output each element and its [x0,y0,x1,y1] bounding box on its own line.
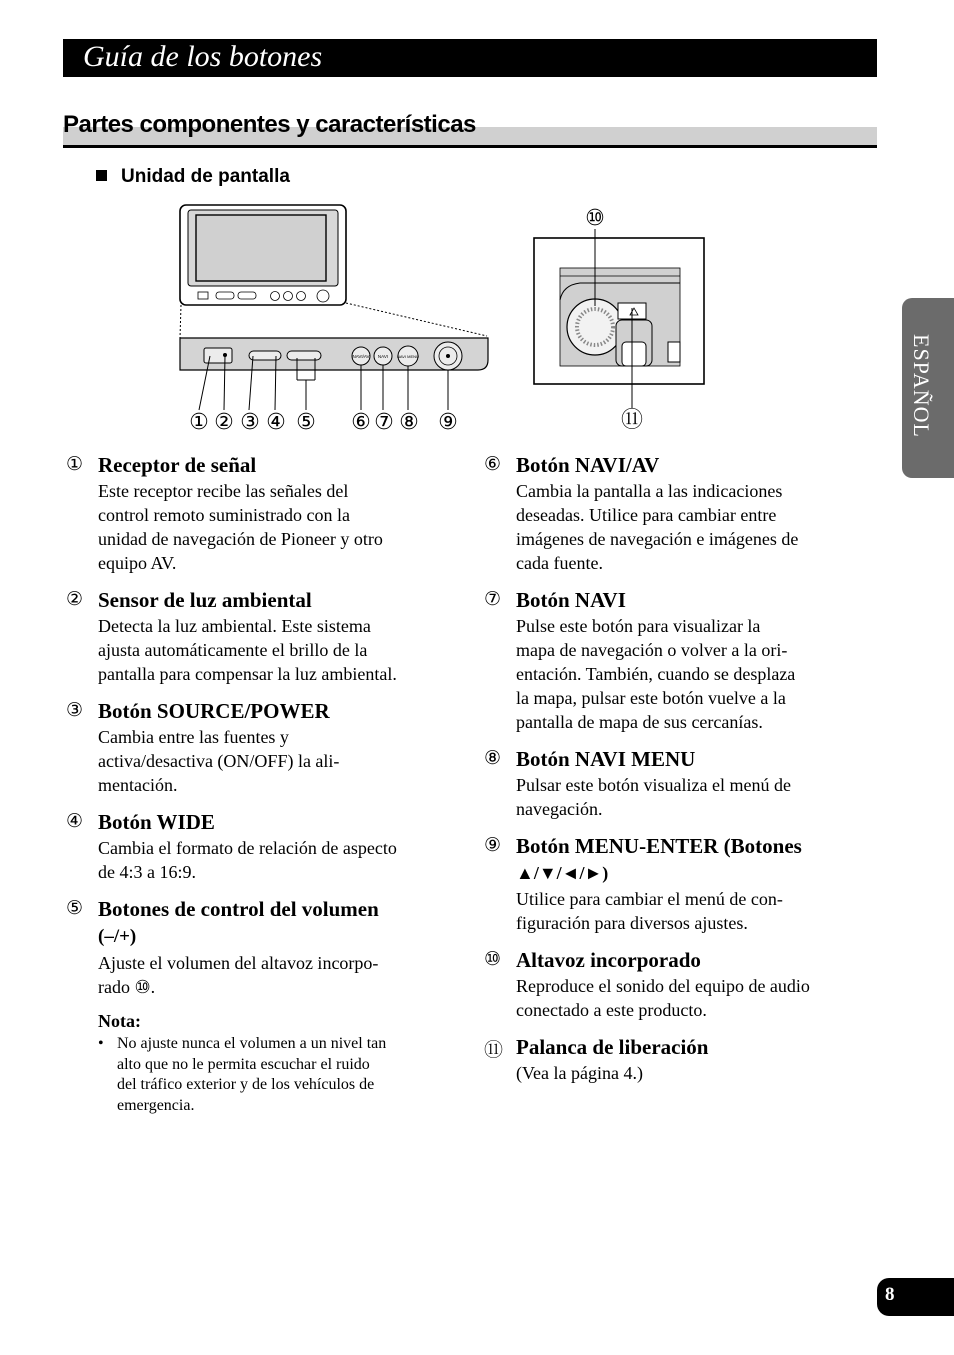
page-number: 8 [885,1284,895,1305]
item-description: Cambia el formato de relación de aspecto de 4:3 a 16:9. [98,838,397,882]
item-description: Este receptor recibe las señales del control remoto suministrado con la unidad de navegación de Pioneer y otro equipo AV. [98,481,383,573]
feature-item [484,452,864,575]
control-panel-detail [180,338,488,370]
navi-menu-button-label: NAVI MENU [397,354,419,359]
language-label: ESPAÑOL [909,334,934,438]
feature-item [484,833,864,935]
callout-9: ⑨ [438,410,458,435]
item-number: ⑪ [484,1039,504,1061]
item-title: Botón NAVI [516,588,626,612]
item-number: ⑥ [484,453,502,475]
callout-1: ① [189,410,209,435]
item-title: Altavoz incorporado [516,948,701,972]
item-title: Sensor de luz ambiental [98,588,312,612]
item-number: ④ [66,810,84,832]
item-number: ⑦ [484,588,502,610]
feature-item [66,896,446,999]
item-description: Cambia la pantalla a las indicaciones deseadas. Utilice para cambiar entre imágenes de navegación e imágenes de cada fuente. [516,481,799,573]
item-description: Ajuste el volumen del altavoz incorpo- rado ⑩. [98,953,379,997]
item-number: ⑨ [484,834,502,856]
item-number: ③ [66,699,84,721]
item-number: ⑧ [484,747,502,769]
item-title: Botón NAVI/AV [516,453,660,477]
callout-8: ⑧ [399,410,419,435]
feature-item [66,452,446,575]
note-title: Nota: [98,1011,141,1031]
section-title: Partes componentes y características [63,111,476,138]
item-description: Detecta la luz ambiental. Este sistema ajusta automáticamente el brillo de la pantalla para compensar la luz ambiental. [98,616,397,684]
feature-item [66,809,446,884]
callout-11: ⑪ [620,408,644,433]
feature-item [484,587,864,734]
callout-6: ⑥ [351,410,371,435]
item-description: Cambia entre las fuentes y activa/desactiva (ON/OFF) la ali- mentación. [98,727,340,795]
navi-av-button-label: NAVI/AV [352,354,370,359]
item-title: Botón SOURCE/POWER [98,699,330,723]
feature-item [66,587,446,686]
item-number: ⑤ [66,897,84,919]
callout-7: ⑦ [374,410,394,435]
item-number: ① [66,453,84,475]
item-description: Pulse este botón para visualizar la mapa de navegación o volver a la ori- entación. También, cuando se desplaza la mapa, pulsar este botón vuelve a la pantalla de mapa de sus cercanías. [516,616,796,732]
note-block [66,1011,446,1116]
item-title: Botón MENU-ENTER (Botones ▲/▼/◄/►) [516,834,802,883]
item-title: Botones de control del volumen (–/+) [98,897,379,947]
item-number: ② [66,588,84,610]
feature-item [66,698,446,797]
callout-10: ⑩ [585,206,605,231]
item-description: Utilice para cambiar el menú de con- figuración para diversos ajustes. [516,889,783,933]
left-column [66,452,446,1116]
navi-button-label: NAVI [377,354,389,359]
bullet-icon: • [98,1035,104,1052]
item-title: Botón WIDE [98,810,215,834]
feature-item [484,746,864,821]
display-unit-overview [180,205,346,305]
feature-item [484,1034,864,1085]
display-unit-diagram [0,0,954,440]
item-title: Palanca de liberación [516,1035,709,1059]
note-body: • No ajuste nunca el volumen a un nivel tan alto que no le permita escuchar el ruido del tráfico exterior y de los vehículos de emergencia. [98,1035,387,1114]
subsection-title: Unidad de pantalla [96,166,290,188]
callout-4: ④ [266,410,286,435]
item-number: ⑩ [484,948,502,970]
callout-3: ③ [240,410,260,435]
item-description: (Vea la página 4.) [516,1063,643,1083]
right-column [484,452,864,1097]
feature-item [484,947,864,1022]
speaker-detail-view [534,229,704,408]
page-number-tab [877,1278,954,1316]
callout-5: ⑤ [296,410,316,435]
callout-2: ② [214,410,234,435]
item-description: Pulsar este botón visualiza el menú de navegación. [516,775,791,819]
chapter-title: Guía de los botones [83,40,323,73]
item-title: Receptor de señal [98,453,257,477]
item-title: Botón NAVI MENU [516,747,696,771]
item-description: Reproduce el sonido del equipo de audio conectado a este producto. [516,976,810,1020]
